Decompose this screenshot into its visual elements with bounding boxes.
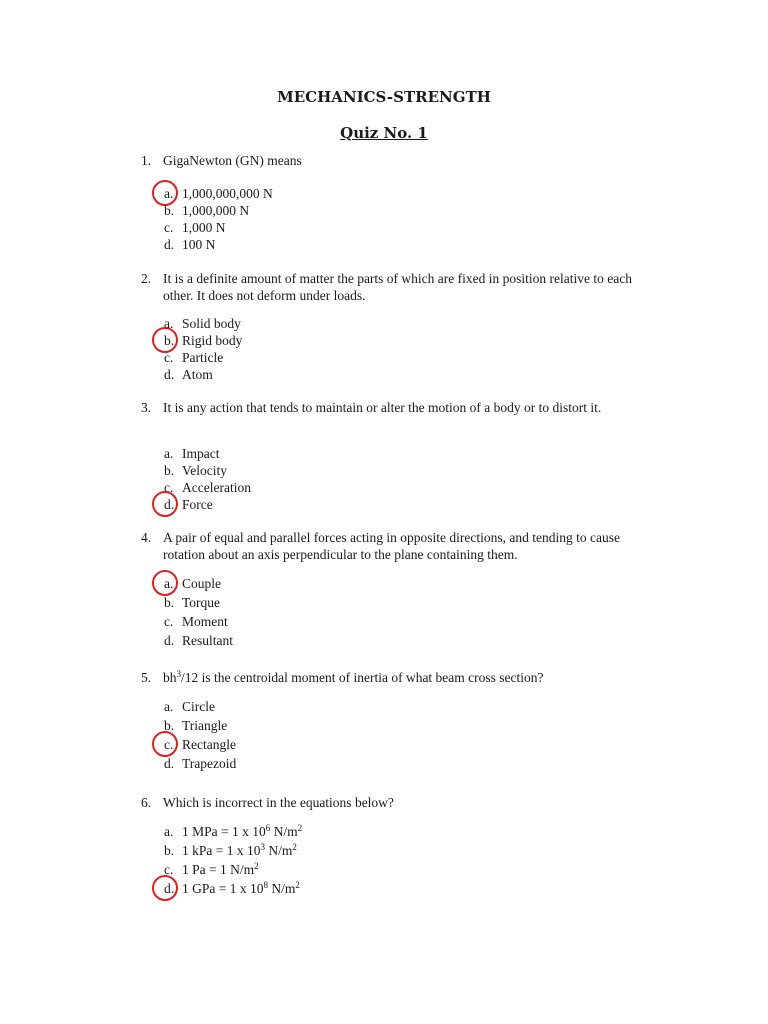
question-2 (141, 270, 661, 304)
option-text: Circle (182, 699, 215, 714)
option-letter: c. (164, 614, 174, 629)
option-text: Force (182, 497, 213, 512)
option-text: 1,000,000 N (182, 203, 250, 218)
options-q6 (164, 823, 302, 899)
option-letter: b. (164, 595, 175, 610)
option-text: 1,000 N (182, 220, 226, 235)
option-letter: c. (164, 350, 174, 365)
question-number: 1. (141, 153, 152, 168)
unit-exponent: 2 (292, 842, 297, 852)
option-c[interactable] (164, 736, 236, 755)
option-text: Velocity (182, 463, 227, 478)
option-text (182, 861, 259, 878)
option-a[interactable] (164, 315, 242, 332)
options-q1 (164, 185, 273, 253)
question-4 (141, 529, 661, 563)
option-letter: b. (164, 463, 175, 478)
unit-exponent: 2 (254, 861, 259, 871)
option-text (182, 842, 297, 859)
option-letter: a. (164, 446, 174, 461)
question-text: It is a definite amount of matter the parts of which are fixed in position relative to each other. It does not deform under loads. (163, 271, 632, 303)
option-letter: c. (164, 862, 174, 877)
option-text: Acceleration (182, 480, 251, 495)
option-d[interactable] (164, 496, 251, 513)
question-number: 4. (141, 530, 152, 545)
question-text: Which is incorrect in the equations below? (163, 795, 394, 810)
option-a[interactable] (164, 445, 251, 462)
option-text: Atom (182, 367, 213, 382)
question-text: It is any action that tends to maintain or alter the motion of a body or to distort it. (163, 400, 602, 415)
option-a[interactable] (164, 575, 233, 594)
option-letter: b. (164, 718, 175, 733)
option-text: Trapezoid (182, 756, 237, 771)
unit-exponent: 2 (297, 823, 303, 833)
option-d[interactable] (164, 632, 233, 651)
option-b[interactable] (164, 332, 242, 349)
question-1 (141, 152, 661, 169)
option-letter: c. (164, 480, 174, 495)
option-text (182, 880, 300, 897)
option-text: Resultant (182, 633, 233, 648)
option-letter: a. (164, 186, 174, 201)
option-text: Rectangle (182, 737, 236, 752)
page-title: MECHANICS-STRENGTH (277, 88, 491, 106)
option-c[interactable] (164, 613, 233, 632)
option-b[interactable] (164, 202, 273, 219)
question-number: 5. (141, 670, 152, 685)
unit: N/m (270, 824, 298, 839)
option-letter: d. (164, 497, 175, 512)
option-text: 100 N (182, 237, 216, 252)
options-q5 (164, 698, 236, 774)
option-text: Particle (182, 350, 224, 365)
formula-exponent: 3 (176, 669, 181, 679)
question-text-rest: /12 is the centroidal moment of inertia of what beam cross section? (181, 670, 544, 685)
option-letter: b. (164, 333, 175, 348)
question-text: GigaNewton (GN) means (163, 153, 302, 168)
option-letter: a. (164, 824, 174, 839)
option-letter: a. (164, 699, 174, 714)
option-text: Impact (182, 446, 220, 461)
quiz-subtitle: Quiz No. 1 (340, 124, 428, 142)
option-text (182, 823, 302, 840)
exponent: 3 (260, 842, 265, 852)
question-3 (141, 399, 661, 416)
option-b[interactable] (164, 594, 233, 613)
question-number: 2. (141, 271, 152, 286)
option-letter: c. (164, 737, 174, 752)
question-5 (141, 669, 661, 686)
exponent: 6 (265, 823, 271, 833)
option-text: 1,000,000,000 N (182, 186, 273, 201)
exponent: 8 (263, 880, 268, 890)
option-letter: b. (164, 203, 175, 218)
option-text: Rigid body (182, 333, 243, 348)
option-c[interactable] (164, 349, 242, 366)
option-letter: b. (164, 843, 175, 858)
option-letter: a. (164, 316, 174, 331)
options-q2 (164, 315, 242, 383)
unit-exponent: 2 (295, 880, 300, 890)
option-text: Solid body (182, 316, 241, 331)
question-number: 3. (141, 400, 152, 415)
option-letter: d. (164, 756, 175, 771)
option-letter: d. (164, 881, 175, 896)
option-d[interactable] (164, 236, 273, 253)
option-text: Torque (182, 595, 221, 610)
unit: N/m (268, 881, 296, 896)
option-d[interactable] (164, 755, 236, 774)
option-letter: d. (164, 367, 175, 382)
question-number: 6. (141, 795, 152, 810)
option-a[interactable] (164, 698, 236, 717)
options-q3 (164, 445, 251, 513)
option-text: Triangle (182, 718, 228, 733)
option-letter: d. (164, 237, 175, 252)
option-c[interactable] (164, 479, 251, 496)
options-q4 (164, 575, 233, 651)
option-letter: a. (164, 576, 174, 591)
equation-left: 1 kPa = 1 x 10 (182, 843, 261, 858)
option-a[interactable] (164, 823, 302, 842)
option-d[interactable] (164, 366, 242, 383)
option-c[interactable] (164, 219, 273, 236)
equation-left: 1 MPa = 1 x 10 (182, 824, 266, 839)
formula-base: bh (163, 670, 177, 685)
question-6 (141, 794, 661, 811)
question-text (163, 669, 661, 686)
unit: N/m (265, 843, 293, 858)
option-text: Moment (182, 614, 228, 629)
option-d[interactable] (164, 880, 302, 899)
equation-left: 1 Pa = 1 N/m (182, 862, 255, 877)
option-b[interactable] (164, 717, 236, 736)
option-c[interactable] (164, 861, 302, 880)
option-b[interactable] (164, 842, 302, 861)
option-text: Couple (182, 576, 221, 591)
equation-left: 1 GPa = 1 x 10 (182, 881, 264, 896)
option-letter: c. (164, 220, 174, 235)
option-a[interactable] (164, 185, 273, 202)
option-letter: d. (164, 633, 175, 648)
option-b[interactable] (164, 462, 251, 479)
question-text: A pair of equal and parallel forces acting in opposite directions, and tending to cause rotation about an axis perpendicular to the plane containing them. (163, 530, 620, 562)
